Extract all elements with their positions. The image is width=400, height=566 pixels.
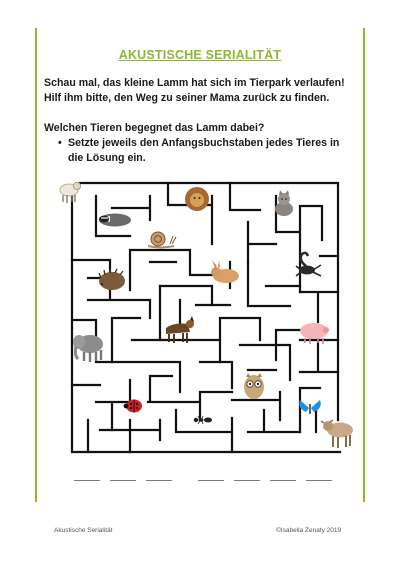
answer-blank[interactable] [270, 480, 296, 481]
answer-blank[interactable] [234, 480, 260, 481]
answer-blank[interactable] [146, 480, 172, 481]
worksheet-title: AKUSTISCHE SERIALITÄT [118, 48, 282, 62]
footer-right: ©Isabella Zenaty 2019 [276, 527, 342, 534]
instruction-line-2: die Lösung ein. [68, 151, 146, 164]
butterfly-icon[interactable] [299, 400, 321, 414]
footer-left: Akustische Serialität [54, 527, 113, 534]
snail-icon[interactable] [148, 232, 176, 249]
lion-icon[interactable] [185, 187, 209, 211]
instruction-line-1: Setzte jeweils den Anfangsbuchstaben jedes Tieres in [68, 137, 340, 149]
elephant-icon[interactable] [73, 335, 103, 362]
cat-icon[interactable] [275, 190, 293, 216]
answer-blank[interactable] [306, 480, 332, 481]
sheep-icon[interactable] [321, 420, 353, 448]
bullet-dot: • [58, 137, 62, 149]
lamb-icon[interactable] [60, 182, 81, 203]
owl-icon[interactable] [244, 373, 264, 399]
rabbit-icon[interactable] [211, 260, 239, 283]
intro-line-1: Schau mal, das kleine Lamm hat sich im Tierpark verlaufen! [44, 77, 345, 89]
answer-blank[interactable] [198, 480, 224, 481]
answer-blank[interactable] [74, 480, 100, 481]
ant-icon[interactable] [194, 416, 212, 424]
badger-icon[interactable] [99, 214, 131, 227]
question-text: Welchen Tieren begegnet das Lamm dabei? [44, 122, 265, 134]
hedgehog-icon[interactable] [99, 269, 125, 290]
answer-blank[interactable] [110, 480, 136, 481]
intro-line-2: Hilf ihm bitte, den Weg zu seiner Mama zurück zu finden. [44, 91, 330, 104]
